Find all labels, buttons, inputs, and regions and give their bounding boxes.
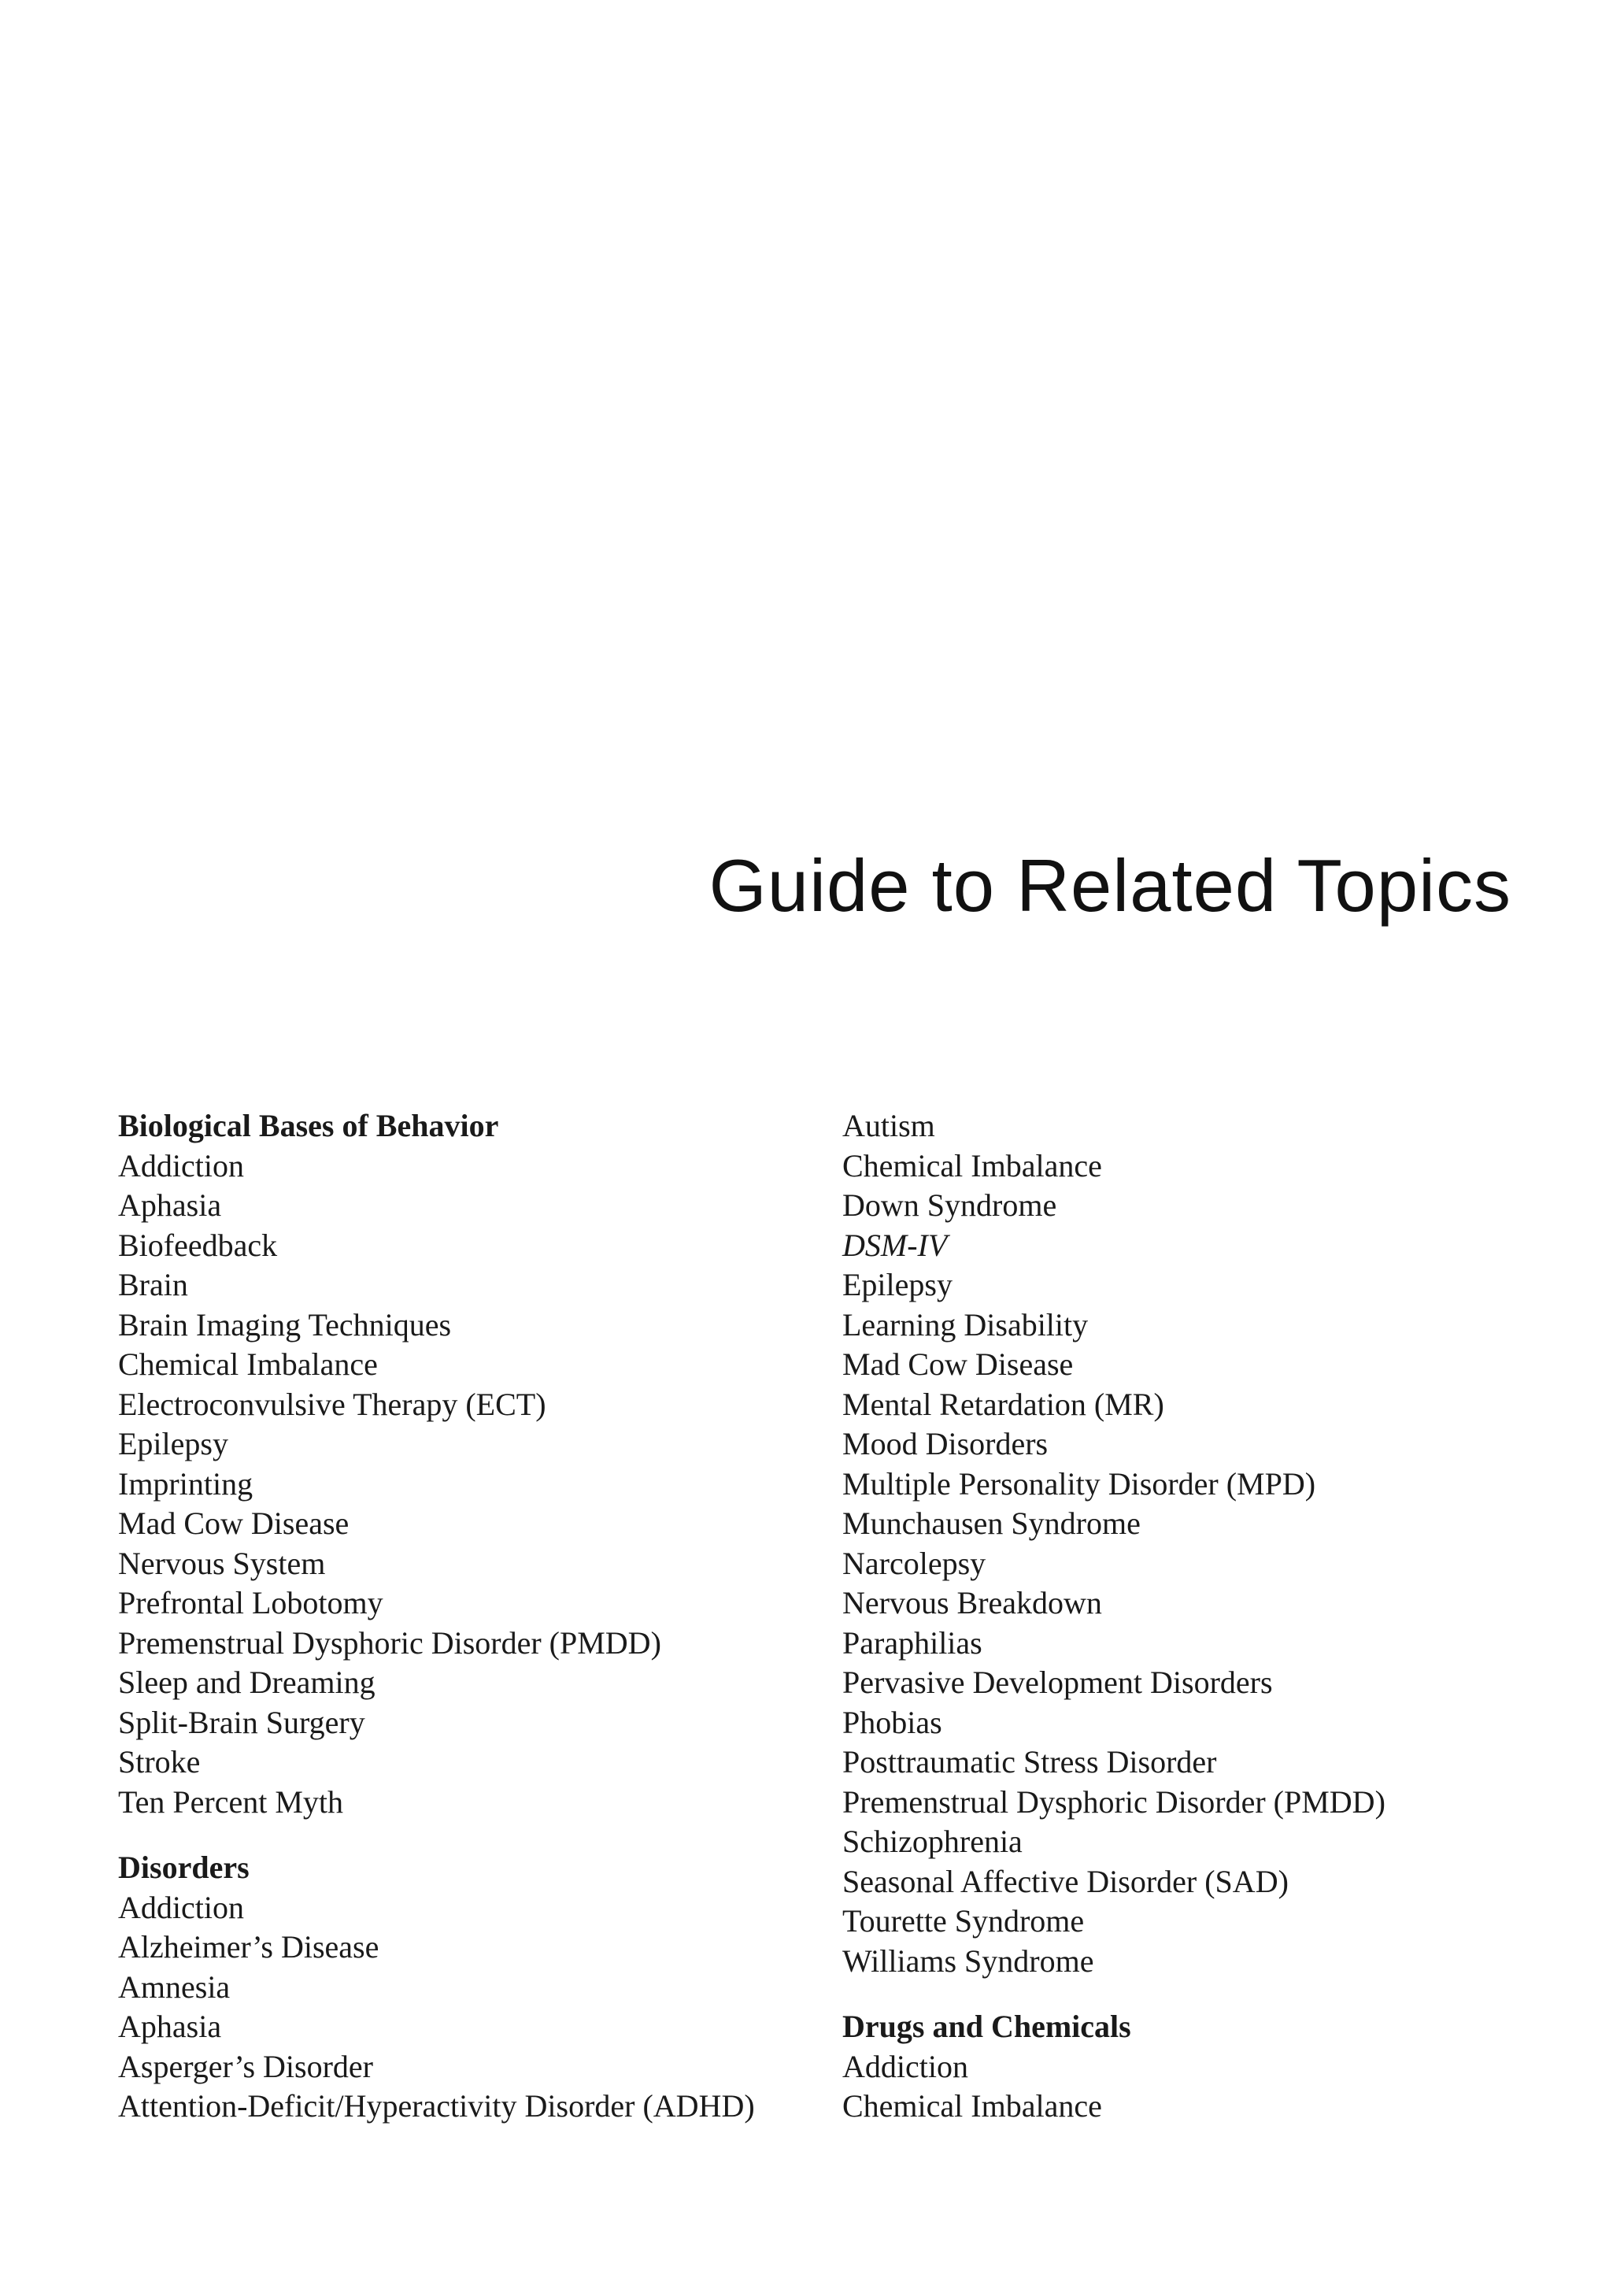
topic-item: Pervasive Development Disorders <box>842 1665 1273 1700</box>
topic-item: Prefrontal Lobotomy <box>118 1585 383 1620</box>
topic-item: Munchausen Syndrome <box>842 1506 1141 1541</box>
topic-item: Williams Syndrome <box>842 1943 1094 1979</box>
topic-item: Seasonal Affective Disorder (SAD) <box>842 1863 1289 1899</box>
section-disorders <box>118 1848 811 2127</box>
topic-item: Epilepsy <box>118 1426 228 1461</box>
topic-item: Asperger’s Disorder <box>118 2048 374 2084</box>
topic-item: Autism <box>842 1108 935 1143</box>
topic-item: Ten Percent Myth <box>118 1783 344 1820</box>
topic-item: Split-Brain Surgery <box>118 1704 365 1740</box>
page-title: Guide to Related Topics <box>708 844 1511 927</box>
topic-item: Alzheimer’s Disease <box>118 1929 379 1965</box>
topic-item: Brain <box>118 1267 188 1302</box>
topic-item: Stroke <box>118 1744 201 1780</box>
topic-item: Aphasia <box>118 2009 222 2044</box>
topic-item: Phobias <box>842 1704 942 1740</box>
right-column <box>842 1106 1551 2153</box>
topic-item: Learning Disability <box>842 1306 1089 1343</box>
topic-item: Sleep and Dreaming <box>118 1665 375 1700</box>
topic-item: Premenstrual Dysphoric Disorder (PMDD) <box>118 1624 661 1661</box>
section-disorders-continued <box>842 1106 1551 1981</box>
topic-item: Amnesia <box>118 1968 231 2005</box>
section-heading: Drugs and Chemicals <box>842 2009 1131 2044</box>
topic-item: Imprinting <box>118 1465 253 1502</box>
topic-item: Premenstrual Dysphoric Disorder (PMDD) <box>842 1783 1385 1820</box>
topic-item: Posttraumatic Stress Disorder <box>842 1744 1217 1780</box>
topic-item: Narcolepsy <box>842 1545 986 1581</box>
section-biological-bases <box>118 1106 811 1822</box>
topic-item: Epilepsy <box>842 1267 953 1302</box>
topic-item: Nervous Breakdown <box>842 1585 1102 1620</box>
topic-item: Aphasia <box>118 1187 222 1223</box>
topic-item: Chemical Imbalance <box>118 1346 378 1382</box>
topic-item: Nervous System <box>118 1545 326 1581</box>
section-heading: Biological Bases of Behavior <box>118 1108 499 1143</box>
topic-item: Schizophrenia <box>842 1824 1023 1859</box>
topic-item: Brain Imaging Techniques <box>118 1306 452 1343</box>
left-column <box>118 1106 811 2153</box>
topic-list <box>118 1146 811 1823</box>
topic-list <box>842 2047 1551 2127</box>
topic-item: Mood Disorders <box>842 1426 1049 1461</box>
section-drugs-and-chemicals <box>842 2007 1551 2127</box>
topic-item: Mad Cow Disease <box>842 1346 1074 1382</box>
topic-item: Addiction <box>118 1889 244 1925</box>
topic-list <box>118 1888 811 2127</box>
topic-item: Biofeedback <box>118 1227 278 1263</box>
topic-item: Paraphilias <box>842 1624 982 1661</box>
topic-item: Attention-Deficit/Hyperactivity Disorder (ADHD) <box>118 2088 755 2124</box>
topic-item: Multiple Personality Disorder (MPD) <box>842 1465 1316 1502</box>
topic-item: Mental Retardation (MR) <box>842 1386 1164 1422</box>
topic-item: Addiction <box>842 2048 968 2084</box>
topic-item: Mad Cow Disease <box>118 1506 350 1541</box>
topic-item: Down Syndrome <box>842 1187 1057 1223</box>
topic-item: Electroconvulsive Therapy (ECT) <box>118 1386 546 1422</box>
topic-item: Tourette Syndrome <box>842 1903 1085 1939</box>
topic-list <box>842 1106 1551 1981</box>
topic-item: Addiction <box>118 1147 244 1183</box>
section-heading: Disorders <box>118 1850 250 1885</box>
topic-item: Chemical Imbalance <box>842 1147 1102 1183</box>
topic-item: Chemical Imbalance <box>842 2088 1102 2124</box>
topic-item: DSM-IV <box>842 1227 948 1263</box>
